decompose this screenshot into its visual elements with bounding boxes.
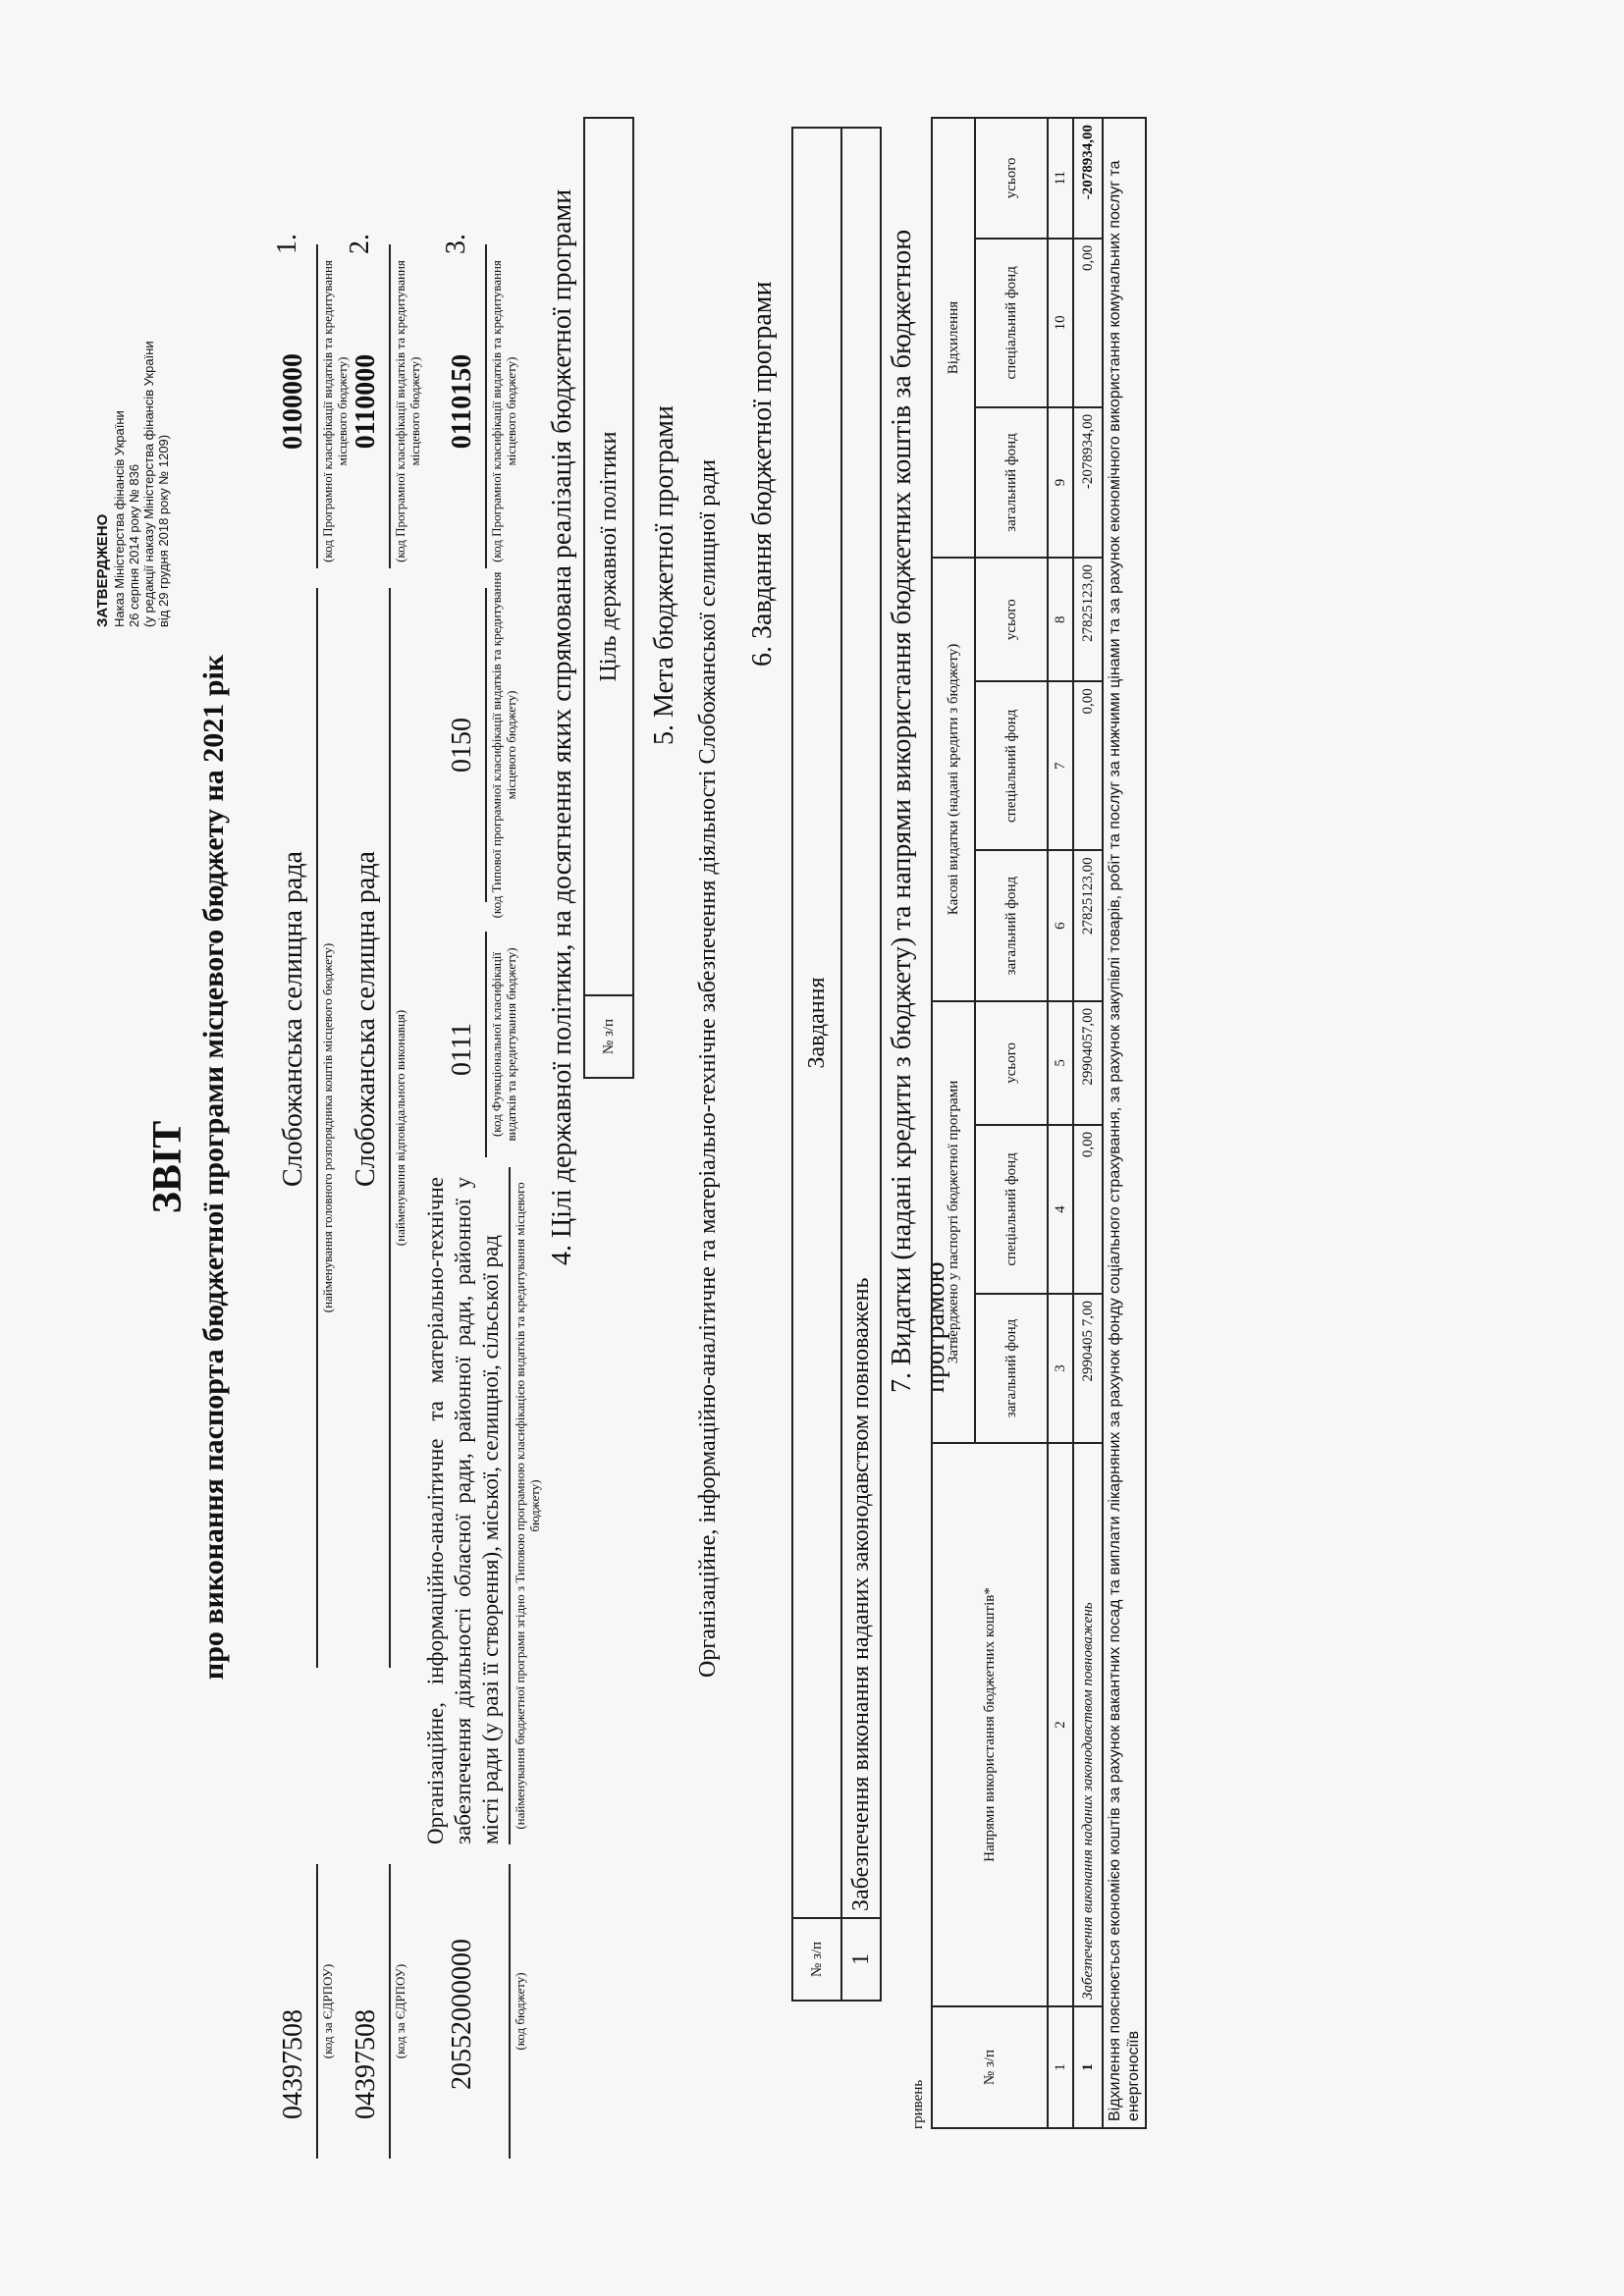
s7-sub-general: загальний фонд [975,407,1048,558]
s7-col-number: 11 [1048,118,1073,239]
row3-tpkv: 0150 [447,718,477,773]
approval-line: (у редакції наказу Міністерства фінансів України [141,341,156,627]
s7-group-cash: Касові видатки (надані кредити з бюджету) [932,558,975,1001]
row3-budget-code: 20552000000 [447,1939,477,2090]
s7-row-value: 27825123,00 [1073,850,1103,1000]
s7-col-number: 6 [1048,850,1073,1000]
s7-sub-general: загальний фонд [975,1294,1048,1443]
s7-row-value: 0,00 [1073,1125,1103,1294]
s7-row-value: 29904057,00 [1073,1001,1103,1125]
section7-unit: гривень [910,2079,926,2129]
s7-sub-special: спеціальний фонд [975,239,1048,407]
row1-number: 1. [272,234,302,254]
section6-heading: 6. Завдання бюджетної програми [747,281,778,667]
section4-col-goal: Ціль державної політики [584,118,633,995]
s7-sub-total: усього [975,558,1048,681]
row3-fkv-caption: (код Функціональної класифікації видатків та кредитування бюджету) [489,947,518,1142]
s7-row-no: 1 [1073,2006,1103,2128]
section5-heading: 5. Мета бюджетної програми [649,405,679,745]
s7-sub-general: загальний фонд [975,850,1048,1000]
s7-sub-special: спеціальний фонд [975,1125,1048,1294]
s7-col-no: № з/п [932,2006,1048,2128]
approval-line: від 29 грудня 2018 року № 1209) [156,434,171,627]
s7-col-number: 8 [1048,558,1073,681]
s7-group-deviation: Відхилення [932,118,975,558]
s7-col-number: 9 [1048,407,1073,558]
s7-col-number: 2 [1048,1443,1073,2006]
section4-col-no: № з/п [584,995,633,1078]
section5-text: Організаційне, інформаційно-аналітичне та матеріально-технічне забезпечення діяльності Слобожанської селищної ради [695,458,721,1678]
row2-code-caption: (код Програмної класифікації видатків та кредитування місцевого бюджету) [393,260,422,562]
row3-name: Організаційне, інформаційно-аналітичне та матеріально-технічне забезпечення діяльності обласної ради, районної ради, районної у місті ради (у разі її створення), міської, селищної, сільської рад [423,1177,503,1844]
row3-code-caption: (код Програмної класифікації видатків та кредитування місцевого бюджету) [489,260,518,562]
row3-name-caption: (найменування бюджетної програми згідно з Типовою програмною класифікацією видатків та кредитування місцевого бюджету) [513,1182,542,1830]
section6-table [791,127,882,2002]
section7-table [931,117,1147,2129]
s7-group-approved: Затверджено у паспорті бюджетної програми [932,1001,975,1443]
row2-name: Слобожанська селищна рада [351,851,381,1187]
s7-sub-total: усього [975,1001,1048,1125]
row2-edrpou: 04397508 [351,2009,381,2119]
s7-row-value: 27825123,00 [1073,558,1103,681]
s7-row-direction: Забезпечення виконання наданих законодавством повноважень [1073,1443,1103,2006]
s7-col-number: 1 [1048,2006,1073,2128]
s7-row-value: 0,00 [1073,239,1103,407]
section4-table [583,117,634,1079]
approval-line: Наказ Міністерства фінансів України [112,410,127,627]
s7-col-number: 3 [1048,1294,1073,1443]
section6-row-no: 1 [841,1918,881,2001]
section7-heading: 7. Видатки (надані кредити з бюджету) та напрями використання бюджетних коштів за бюджетною програмою [887,229,950,1393]
s7-col-number: 4 [1048,1125,1073,1294]
row2-number: 2. [345,234,375,254]
row2-code: 0110000 [351,353,381,450]
row1-name-caption: (найменування головного розпорядника коштів місцевого бюджету) [320,942,335,1313]
s7-row-value: -2078934,00 [1073,407,1103,558]
row1-name: Слобожанська селищна рада [278,851,308,1187]
section6-row-task: Забезпечення виконання наданих законодавством повноважень [841,128,881,1918]
s7-row-value: 2990405 7,00 [1073,1294,1103,1443]
s7-row-value: -2078934,00 [1073,118,1103,239]
section6-col-task: Завдання [792,128,841,1918]
row3-tpkv-caption: (код Типової програмної класифікації видатків та кредитування місцевого бюджету) [489,571,518,919]
row3-number: 3. [441,234,471,254]
approval-heading: ЗАТВЕРДЖЕНО [94,513,111,627]
approval-block [94,117,171,627]
approval-line: 26 серпня 2014 року № 836 [127,463,141,627]
s7-deviation-note: Відхилення пояснюється економією коштів за рахунок вакантних посад та виплати лікарняних за рахунок фонду соціального страхування, за рахунок закупівлі товарів, робіт та послуг за нижчими цінами та за рахунок економічного використання комунальних послуг та енергоносіїв [1103,118,1146,2128]
s7-col-number: 10 [1048,239,1073,407]
row2-edrpou-caption: (код за ЄДРПОУ) [393,1963,407,2059]
row1-edrpou-caption: (код за ЄДРПОУ) [320,1963,335,2059]
s7-row-value: 0,00 [1073,681,1103,850]
section4-heading: 4. Цілі державної політики, на досягнення яких спрямована реалізація бюджетної програми [547,188,577,1265]
row1-edrpou: 04397508 [278,2009,308,2119]
row3-fkv: 0111 [447,1023,477,1076]
row1-code: 0100000 [278,353,308,450]
report-title: ЗВІТ [145,1120,190,1214]
row3-budget-code-caption: (код бюджету) [513,1972,527,2051]
row1-code-caption: (код Програмної класифікації видатків та кредитування місцевого бюджету) [320,260,350,562]
s7-sub-total: усього [975,118,1048,239]
report-subtitle: про виконання паспорта бюджетної програми місцевого бюджету на 2021 рік [197,654,230,1681]
row2-name-caption: (найменування відповідального виконавця) [393,1009,407,1247]
section6-col-no: № з/п [792,1918,841,2001]
row3-code: 0110150 [447,353,477,450]
s7-sub-special: спеціальний фонд [975,681,1048,850]
s7-col-number: 7 [1048,681,1073,850]
s7-col-number: 5 [1048,1001,1073,1125]
s7-col-direction: Напрями використання бюджетних коштів* [932,1443,1048,2006]
